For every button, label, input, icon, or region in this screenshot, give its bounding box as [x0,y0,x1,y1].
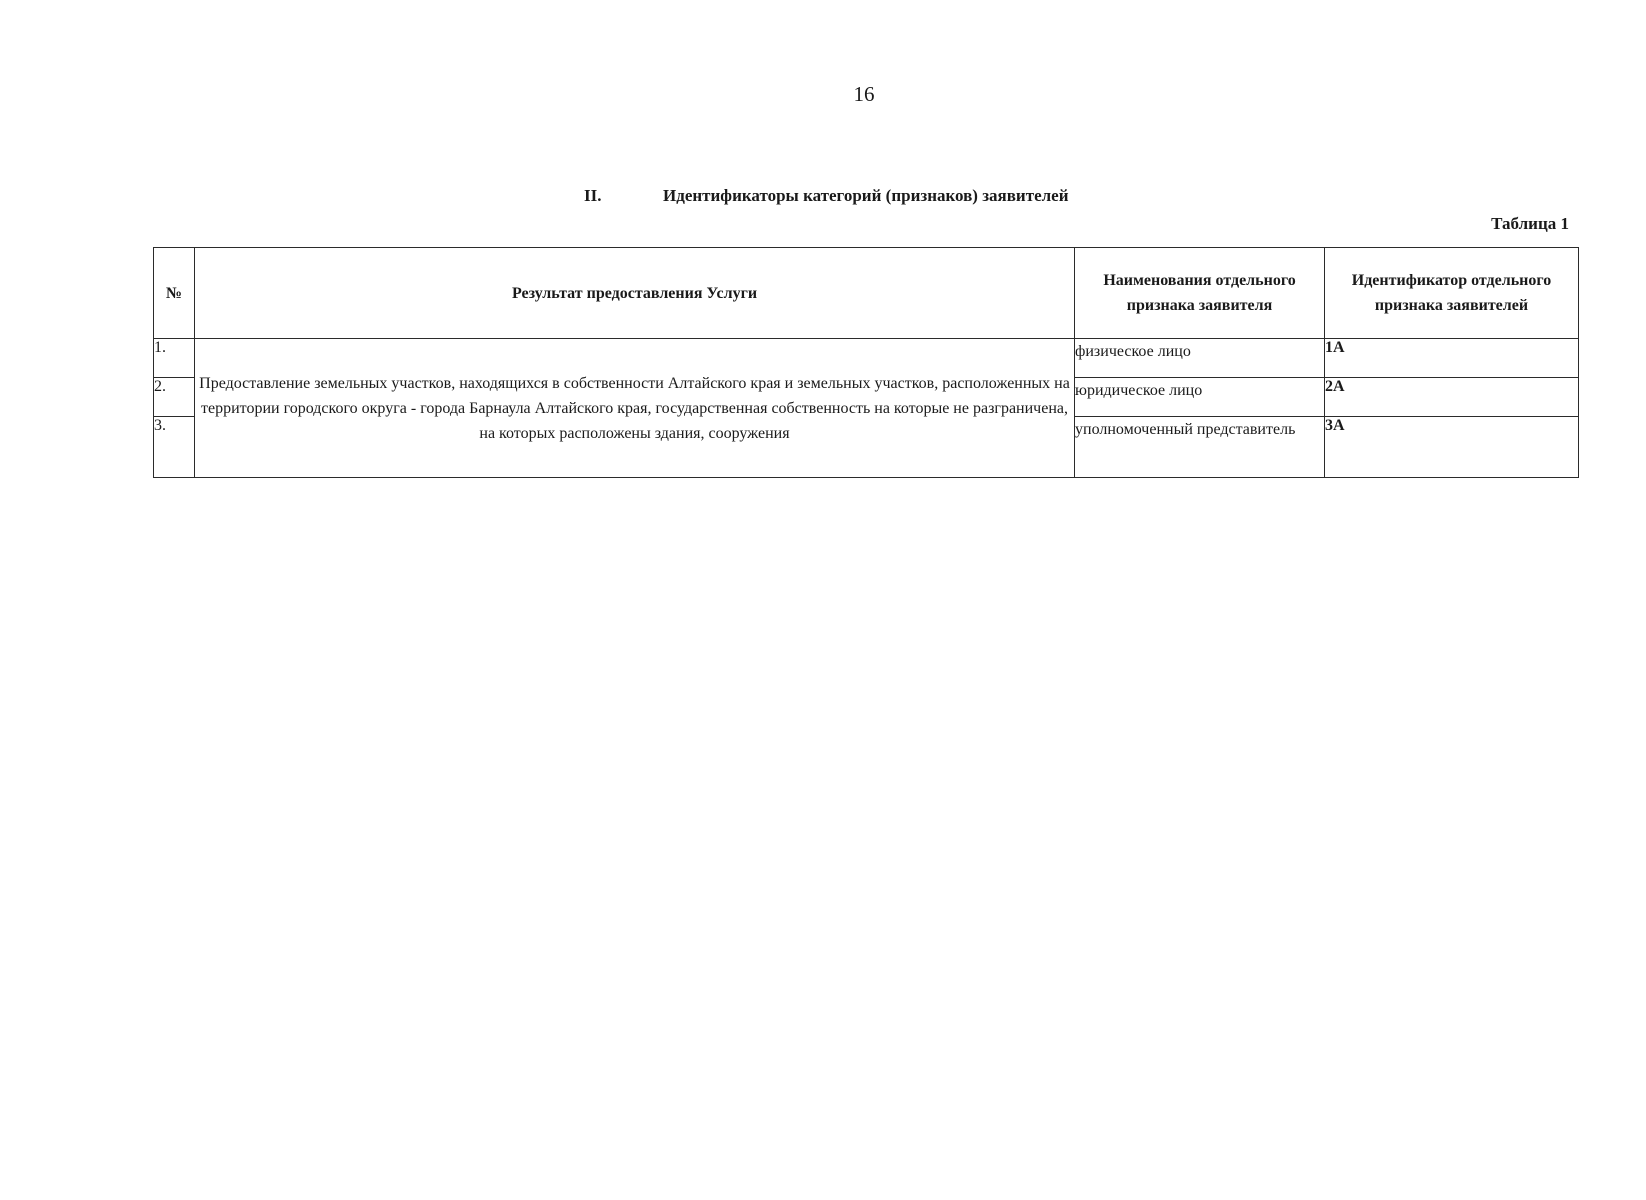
section-numeral: II. [584,186,602,205]
feature-name: юридическое лицо [1075,378,1325,417]
applicant-categories-table [153,247,1579,478]
row-number: 1. [154,339,195,378]
table-row [154,339,1579,378]
feature-id: 1А [1325,339,1579,378]
header-result: Результат предоставления Услуги [195,248,1075,339]
row-number: 3. [154,417,195,478]
header-feature-name: Наименования отдельного признака заявителя [1075,248,1325,339]
section-heading [584,186,1069,206]
feature-id: 2А [1325,378,1579,417]
header-feature-id: Идентификатор отдельного признака заявителей [1325,248,1579,339]
service-result-text: Предоставление земельных участков, находящихся в собственности Алтайского края и земельных участков, расположенных на территории городского округа - города Барнаула Алтайского края, государственная собственность на которые не разграничена, на которых расположены здания, сооружения [195,339,1075,478]
feature-name: физическое лицо [1075,339,1325,378]
header-number: № [154,248,195,339]
section-title: Идентификаторы категорий (признаков) заявителей [663,186,1069,205]
table-header-row [154,248,1579,339]
table-label: Таблица 1 [1491,214,1569,233]
page-number: 16 [853,82,875,106]
feature-name: уполномоченный представитель [1075,417,1325,478]
row-number: 2. [154,378,195,417]
feature-id: 3А [1325,417,1579,478]
